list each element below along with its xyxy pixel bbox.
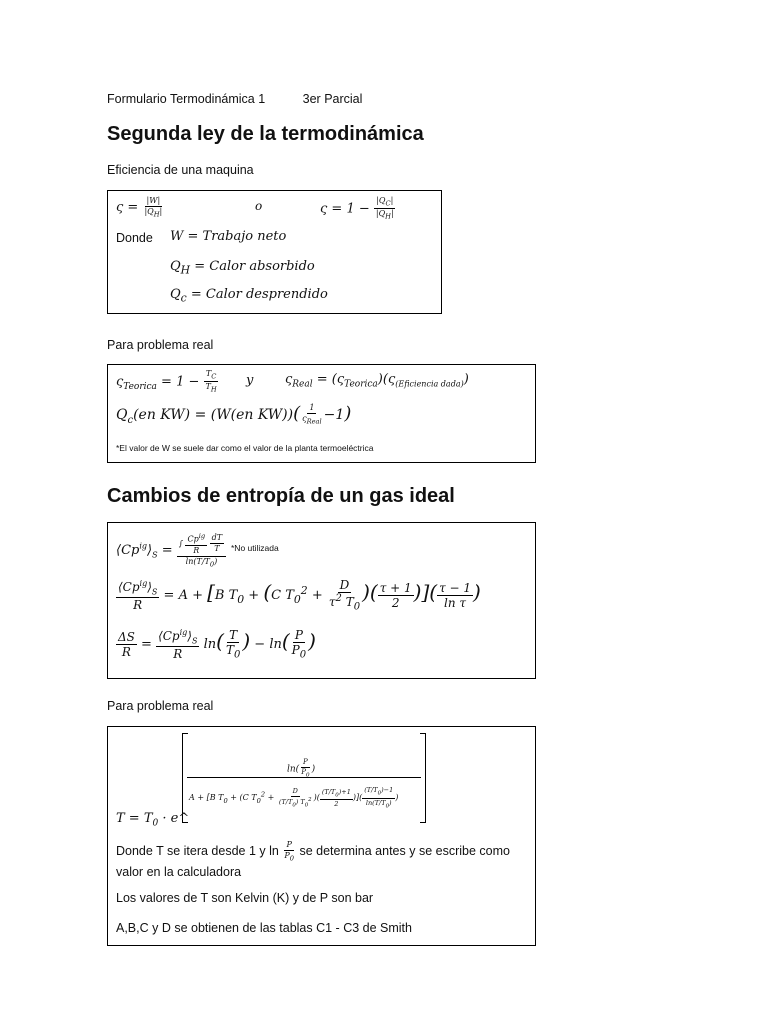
mean-cp-polynomial-equation: $\frac{⟨Cp^{ig}⟩_S}{R}$ = A + [B $T_0 + (C$ $T_0^2$ + $\frac{D}{\tau^2 T_0}$ )( $\frac{\tau + 1}{2}$ )]( $\frac{\tau - 1}{\text{ln τ}}$ ) [118, 578, 481, 613]
heat-absorbed-definition: $Q_H$ = Calor absorbido [170, 259, 315, 277]
document-header [107, 92, 362, 106]
entropy-change-equation: $\frac{\Delta S}{R}$ = $\frac{⟨Cp^{ig}⟩_S}{R}$ ln( $\frac{T}{T_0}$ ) − ln( $\frac{P}{P_0}$ ) [118, 628, 316, 662]
efficiency-equation-complement: ς = 1 − $\frac{|Q_C|}{|Q_H|}$ [320, 196, 394, 221]
heat-released-kw-equation: $Q_c(en$ KW) = (W(en KW))( $\frac{1}{\varsigma_{Real}}$ −1) [116, 403, 352, 426]
entropy-formula-box [107, 522, 536, 679]
temperature-iteration-box [107, 726, 536, 946]
real-efficiency-equation: $\varsigma_{Real} = (\varsigma_{Teorica})(\varsigma_{(Eficiencia dada)})$ [285, 372, 469, 390]
exponent-bracket [182, 733, 426, 823]
work-definition: W = Trabajo neto [170, 229, 287, 244]
real-efficiency-box [107, 364, 536, 463]
donde-label: Donde [116, 231, 153, 245]
ln-pressure-ratio-numerator: ln( $\frac{P}{P_0}$ ) [287, 758, 316, 779]
cp-polynomial-denominator: A + [B $T_0 + (C$ $T_0^2$ + $\frac{D}{(T/T_0) T_0^2}$ )( $\frac{(T/T_0)+1}{2}$ )]( $\frac{(T/T_0)-1}{\ln(T/T_0)}$ ) [189, 786, 399, 810]
temperature-equation: $T = T_0$ · e^ [116, 811, 190, 829]
units-note: Los valores de T son Kelvin (K) y de P son bar [116, 891, 374, 905]
work-note: *El valor de W se suele dar como el valor de la planta termoeléctrica [116, 443, 374, 453]
term-label: 3er Parcial [302, 92, 363, 106]
efficiency-subtitle: Eficiencia de una maquina [107, 163, 254, 177]
efficiency-formula-box [107, 190, 442, 314]
real-problem-label-1: Para problema real [107, 338, 214, 352]
course-title: Formulario Termodinámica 1 [107, 92, 266, 106]
section-title-second-law: Segunda ley de la termodinámica [107, 123, 424, 145]
not-used-note: *No utilizada [231, 543, 279, 553]
y-word: y [246, 373, 254, 388]
iteration-description: Donde T se itera desde 1 y ln $\frac{P}{P_0}$ se determina antes y se escribe como valor en la calculadora [116, 840, 510, 880]
section-title-entropy: Cambios de entropía de un gas ideal [107, 485, 455, 507]
constants-source-note: A,B,C y D se obtienen de las tablas C1 - C3 de Smith [116, 921, 412, 935]
theoretical-efficiency-equation: $\varsigma_{Teorica} = 1$ − $\frac{T_C}{T_H}$ [116, 369, 217, 394]
heat-released-definition: $Q_c$ = Calor desprendido [170, 287, 328, 305]
mean-cp-definition: $⟨Cp^{ig}⟩_S$ = ∫ $\frac{Cp^{ig}}{R}$ $\frac{dT}{T}$ $\ln(T/T_0)$ [116, 533, 226, 568]
or-word: o [255, 199, 263, 213]
real-problem-label-2: Para problema real [107, 699, 214, 713]
efficiency-equation-ratio: ς = $\frac{|W|}{|Q_H|}$ [116, 196, 163, 219]
